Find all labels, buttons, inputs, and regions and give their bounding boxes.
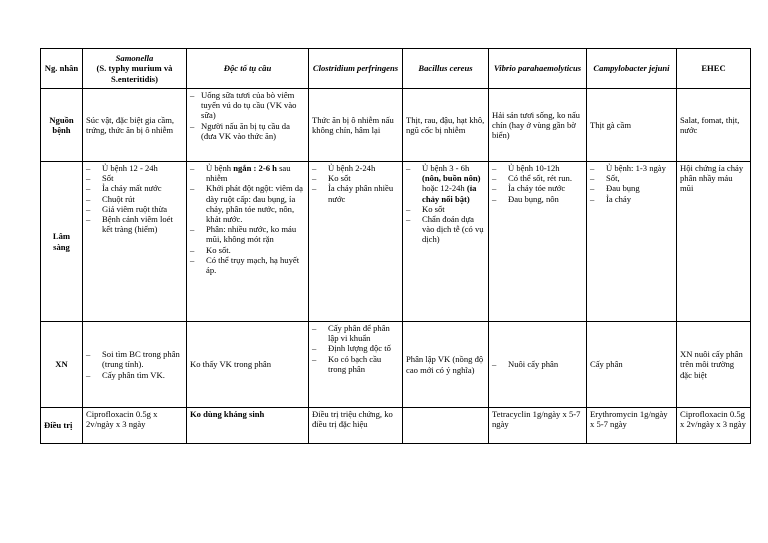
- cell-test-bacillus: Phân lập VK (nồng độ cao mới có ý nghĩa): [403, 322, 489, 408]
- list-item: – Cấy phân tìm VK.: [86, 370, 183, 380]
- header-row: [41, 49, 751, 89]
- cell-clinical-campylobacter: [587, 162, 677, 322]
- cell-source-campylobacter: Thịt gà cầm: [587, 89, 677, 162]
- text-run: Ủ bệnh 3 - 6h: [422, 163, 470, 173]
- list-item: – Chẩn đoán dựa vào dịch tễ (có vụ dịch): [406, 214, 485, 245]
- list-item: – Ko sốt: [312, 173, 399, 183]
- food-poisoning-table: [40, 48, 751, 444]
- cell-treatment-salmonella: Ciprofloxacin 0.5g x 2v/ngày x 3 ngày: [83, 408, 187, 444]
- row-label-treatment: Điều trị: [41, 408, 83, 444]
- list-item: – Ủ bệnh 10-12h: [492, 163, 583, 173]
- header-staph-toxin: Độc tố tụ cầu: [187, 49, 309, 89]
- list-item: – Ko có bạch cầu trong phân: [312, 354, 399, 374]
- text-run: sau nhiễm: [206, 163, 291, 184]
- cell-treatment-clostridium: Điều trị triệu chứng, ko điều trị đặc hiệu: [309, 408, 403, 444]
- list-item: – Người nấu ăn bị tụ cầu da (đưa VK vào thức ăn): [190, 121, 305, 141]
- list-item: – Đau bụng, nôn: [492, 194, 583, 204]
- cell-treatment-bacillus: [403, 408, 489, 444]
- cell-clinical-salmonella: [83, 162, 187, 322]
- header-salmonella-name: Samonella: [115, 53, 154, 64]
- list-item: – Khởi phát đột ngột: viêm dạ dày ruột cấp: đau bụng, ỉa chảy, phân tóe nước, nôn, khát nước.: [190, 183, 305, 224]
- list-item: [190, 163, 305, 183]
- cell-treatment-campylobacter: Erythromycin 1g/ngày x 5-7 ngày: [587, 408, 677, 444]
- cell-test-campylobacter: Cấy phân: [587, 322, 677, 408]
- header-campylobacter: Campylobacter jejuni: [587, 49, 677, 89]
- cell-clinical-vibrio: [489, 162, 587, 322]
- cell-clinical-ehec: Hội chứng ỉa chảy phân nhầy máu mũi: [677, 162, 751, 322]
- cell-test-vibrio: [489, 322, 587, 408]
- row-label-clinical: Lâm sàng: [41, 162, 83, 322]
- list-item: – Soi tìm BC trong phân (trung tính).: [86, 349, 183, 369]
- header-vibrio: Vibrio parahaemolyticus: [489, 49, 587, 89]
- list-item: – Chuột rút: [86, 194, 183, 204]
- text-run: hoặc 12-24h: [422, 183, 467, 194]
- cell-test-clostridium: [309, 322, 403, 408]
- cell-source-vibrio: Hải sản tươi sống, ko nấu chín (hay ở vùng gần bờ biển): [489, 89, 587, 162]
- cell-treatment-ehec: Ciprofloxacin 0.5g x 2v/ngày x 3 ngày: [677, 408, 751, 444]
- list-item: – Bệnh cảnh viêm loét kết tràng (hiếm): [86, 214, 183, 234]
- cell-source-ehec: Salat, fomat, thịt, nước: [677, 89, 751, 162]
- list-item: – Sốt: [86, 173, 183, 183]
- cell-clinical-bacillus: [403, 162, 489, 322]
- bold-text: (ỉa chảy nổi bật): [422, 183, 477, 204]
- list-item: – Có thể trụy mạch, hạ huyết áp.: [190, 255, 305, 275]
- cell-source-clostridium: Thức ăn bị ô nhiễm nấu không chín, hâm lại: [309, 89, 403, 162]
- list-item: – Ko sốt.: [190, 245, 305, 255]
- list-item: – Ỉa chảy phân nhiều nước: [312, 183, 399, 203]
- list-item: – Nuôi cấy phân: [492, 359, 583, 369]
- list-item: – Sốt,: [590, 173, 673, 183]
- cell-test-ehec: XN nuôi cấy phân trên môi trường đặc biệt: [677, 322, 751, 408]
- list-item: – Định lượng độc tố: [312, 343, 399, 353]
- list-item: – Cấy phân để phân lập vi khuẩn: [312, 323, 399, 343]
- header-cause: Ng. nhân: [41, 49, 83, 89]
- header-salmonella: [83, 49, 187, 89]
- cell-treatment-staph: Ko dùng kháng sinh: [187, 408, 309, 444]
- cell-source-staph: [187, 89, 309, 162]
- cell-treatment-vibrio: Tetracyclin 1g/ngày x 5-7 ngày: [489, 408, 587, 444]
- cell-clinical-clostridium: [309, 162, 403, 322]
- list-item: – Ỉa chảy mất nước: [86, 183, 183, 193]
- cell-test-salmonella: [83, 322, 187, 408]
- header-salmonella-sub: (S. typhy murium và S.enteritidis): [96, 63, 173, 84]
- bold-text: ngắn : 2-6 h: [233, 163, 277, 173]
- list-item: – Đau bụng: [590, 183, 673, 193]
- list-item: – Ỉa chảy: [590, 194, 673, 204]
- list-item: – Ủ bệnh 2-24h: [312, 163, 399, 173]
- header-ehec: EHEC: [677, 49, 751, 89]
- row-label-test: XN: [41, 322, 83, 408]
- list-item: – Giả viêm ruột thừa: [86, 204, 183, 214]
- list-item: – Ko sốt: [406, 204, 485, 214]
- row-test: [41, 322, 751, 408]
- list-item: – Phân: nhiều nước, ko máu mũi, không mót rặn: [190, 224, 305, 244]
- list-item: – Uống sữa tươi của bò viêm tuyến vú do tụ cầu (VK vào sữa): [190, 90, 305, 121]
- list-item: – Có thể sốt, rét run.: [492, 173, 583, 183]
- text-run: Ủ bệnh: [206, 163, 234, 173]
- header-bacillus: Bacillus cereus: [403, 49, 489, 89]
- row-treatment: [41, 408, 751, 444]
- list-item: – Ỉa chảy tóe nước: [492, 183, 583, 193]
- list-item: – Ủ bệnh: 1-3 ngày: [590, 163, 673, 173]
- header-clostridium: Clostridium perfringens: [309, 49, 403, 89]
- cell-clinical-staph: [187, 162, 309, 322]
- list-item: [406, 163, 485, 204]
- row-clinical: [41, 162, 751, 322]
- cell-test-staph: Ko thấy VK trong phân: [187, 322, 309, 408]
- row-source: [41, 89, 751, 162]
- cell-source-salmonella: Súc vật, đặc biệt gia cầm, trứng, thức ăn bị ô nhiễm: [83, 89, 187, 162]
- cell-source-bacillus: Thịt, rau, đậu, hạt khô, ngũ cốc bị nhiễm: [403, 89, 489, 162]
- list-item: – Ủ bệnh 12 - 24h: [86, 163, 183, 173]
- bold-text: (nôn, buồn nôn): [422, 173, 481, 184]
- row-label-source: Nguồn bệnh: [41, 89, 83, 162]
